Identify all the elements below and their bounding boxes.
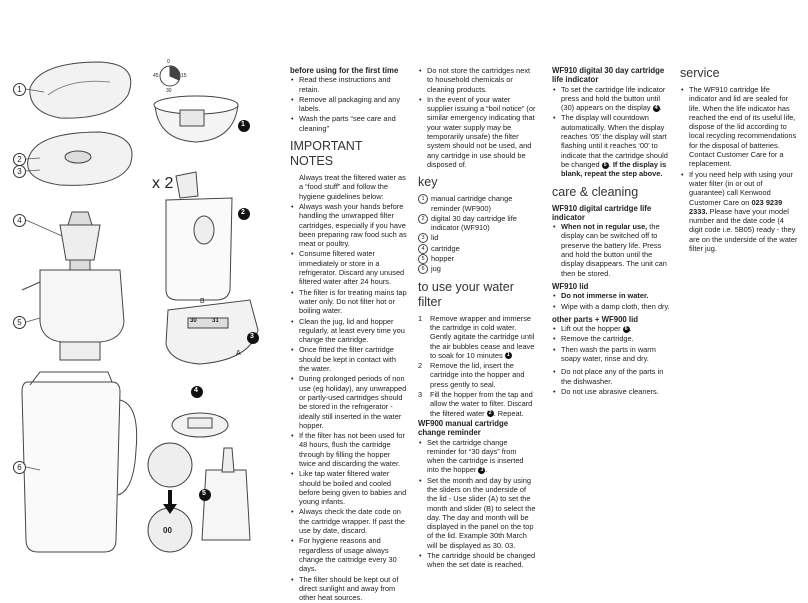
step-item [418, 390, 536, 418]
item-text-bold: Do not immerse in water. [561, 291, 649, 301]
callout-3: 3 [13, 165, 26, 178]
care-title: care & cleaning [552, 184, 639, 199]
wf910-list [552, 85, 670, 179]
list-item: • For hygiene reasons and regardless of usage always change the cartridge every 30 days. [299, 536, 408, 573]
callout-4: 4 [13, 214, 26, 227]
column-3 [552, 66, 670, 397]
item-text: Set the cartridge change reminder for “30 days” from when the cartridge is inserted into the hopper [427, 437, 524, 475]
list-item: • Wipe with a damp cloth, then dry. [561, 302, 670, 311]
step-marker-3: 3 [250, 333, 254, 340]
dial-display: 00 [163, 526, 172, 535]
list-item [427, 438, 536, 475]
timer-label-15: 15 [181, 73, 187, 79]
figure-ref-icon: 1 [506, 352, 510, 359]
service-list [680, 85, 798, 253]
key-item [421, 264, 536, 274]
key-label: jug [431, 264, 441, 274]
list-item: • The WF910 cartridge life indicator and lid are sealed for life. When the life indicator has reached the end of its useful life, dispose of the lid according to local recycling recommendations for the disposal of batteries. Contact Customer Care for a replacement. [689, 85, 798, 169]
list-item [561, 85, 670, 113]
item-text: the display can be switched off to preserve the battery life. Press and hold the button until the display disappears. The unit can then be stored. [561, 222, 667, 278]
key-title: key [418, 175, 438, 190]
use-steps [418, 314, 536, 418]
list-item [561, 222, 670, 278]
key-label: manual cartridge change reminder (WF900) [431, 194, 513, 213]
other-list [552, 324, 670, 363]
figure-ref-icon: 3 [480, 466, 484, 473]
item-text-after: . [485, 465, 488, 475]
step-number: 2 [418, 361, 423, 371]
list-item: • Clean the jug, lid and hopper regularly, at least every time you change the cartridge. [299, 317, 408, 345]
step-text: Fill the hopper from the tap and allow the water to filter. Discard the filtered water [430, 390, 533, 418]
key-label: hopper [431, 254, 455, 264]
key-number: 4 [418, 244, 428, 254]
product-illustration [0, 0, 280, 571]
step-marker-2: 2 [241, 209, 245, 216]
step-text: Remove the lid, insert the cartridge into the hopper and press gently to seal. [430, 361, 525, 389]
list-item [561, 291, 670, 300]
list-item: • Remove all packaging and any labels. [299, 95, 408, 114]
key-list [418, 194, 536, 273]
illustration-panel [0, 0, 280, 571]
list-item: • Always check the date code on the cartridge wrapper. If past the use by date, discard. [299, 507, 408, 535]
key-number: 6 [418, 264, 428, 274]
key-label: cartridge [431, 243, 460, 253]
list-item: • Do not use abrasive cleaners. [561, 387, 670, 396]
step-text-after: . Repeat. [493, 408, 524, 418]
lid-display-day: 30 [190, 318, 197, 324]
column-2 [418, 66, 536, 571]
callout-5: 5 [13, 316, 26, 329]
key-number: 2 [418, 214, 428, 224]
figure-ref-icon: 5 [603, 161, 607, 168]
step-text: Remove wrapper and immerse the cartridge in cold water. Gently agitate the cartridge until the air bubbles cease and leave to soak for 10 minutes [430, 313, 535, 360]
lid-display-month: 31 [212, 318, 219, 324]
list-item: • Once fitted the filter cartridge should be kept in contact with the water. [299, 345, 408, 373]
column-1 [290, 66, 408, 603]
key-label: lid [431, 233, 439, 243]
key-item [421, 254, 536, 264]
wf900-heading: WF900 manual cartridge change reminder [418, 418, 509, 438]
list-item: • Wash the parts “see care and cleaning” [299, 114, 408, 133]
key-item [421, 213, 536, 233]
key-item [421, 233, 536, 243]
before-heading: before using for the first time [290, 66, 399, 75]
callout-6: 6 [13, 461, 26, 474]
item-text: If you need help with using your water filter (in or out of guarantee) call Kenwood Customer Care on [689, 169, 793, 207]
slider-label-a: A [236, 350, 241, 357]
step-marker-1: 1 [241, 121, 245, 128]
item-text-bold: When not in regular use, [561, 222, 648, 232]
list-item: • Always wash your hands before handling the unwrapped filter cartridges, especially if you have been preparing raw food such as meat or poultry. [299, 202, 408, 248]
slider-label-b: B [200, 298, 205, 305]
list-item: • Read these instructions and retain. [299, 75, 408, 94]
list-item: • Like tap water filtered water should be boiled and cooled before being given to babies and young infants. [299, 469, 408, 506]
use-title: to use your water filter [418, 279, 514, 309]
list-item [689, 170, 798, 254]
list-item: • Then wash the parts in warm soapy water, rinse and dry. [561, 345, 670, 364]
timer-label-45: 45 [153, 73, 159, 79]
lid-list [552, 291, 670, 311]
figure-ref-icon: 4 [654, 104, 658, 111]
timer-label-30: 30 [166, 88, 172, 94]
key-label: digital 30 day cartridge life indicator (WF910) [431, 213, 517, 233]
key-number: 5 [418, 254, 428, 264]
other-list-2 [552, 367, 670, 396]
wf900-list [418, 438, 536, 570]
list-item: • In the event of your water supplier issuing a “boil notice” (or similar emergency indicating that your water supply may be temporarily unsafe) the filter system should not be used, and any cartridge in use should be disposed of. [427, 95, 536, 169]
phone-number: 023 9239 2333. [689, 197, 783, 216]
callout-1: 1 [13, 83, 26, 96]
step-number: 1 [418, 313, 423, 323]
step-marker-5: 5 [202, 490, 206, 497]
other-heading: other parts + WF900 lid [552, 314, 639, 324]
item-text: To set the cartridge life indicator press and hold the button until (30) appears on the display [561, 84, 666, 113]
list-item: • The cartridge should be changed when the set date is reached. [427, 551, 536, 570]
list-item: • During prolonged periods of non use (eg holiday), any unwrapped or partly-used cartridges should be stored in the refrigerator - ideally still inserted in the water hopper. [299, 374, 408, 430]
callout-2: 2 [13, 153, 26, 166]
wf910-heading: WF910 digital 30 day cartridge life indicator [552, 66, 665, 85]
list-item: • If the filter has not been used for 48 hours, flush the cartridge through by filling the hopper twice and discarding the water. [299, 431, 408, 468]
item-text: The display will countdown automatically. When the display reaches ‘05’ the display will start flashing until it reaches ‘00’ to indicate that the cartridge should be changed [561, 113, 668, 169]
list-item: • Set the month and day by using the sliders on the underside of the lid - Use slider (A) to set the month and slider (B) to select the day. The day and month will be displayed in the panel on the top of the lid. Example 30th March will be displayed as 30. 03. [427, 476, 536, 550]
step-item [418, 313, 536, 360]
service-title: service [680, 66, 720, 80]
multiplier-label: x 2 [152, 175, 174, 192]
item-text-after: . [629, 324, 632, 334]
list-item: • Do not store the cartridges next to household chemicals or cleaning products. [427, 66, 536, 94]
list-item: • Remove the cartridge. [561, 334, 670, 343]
step-number: 3 [418, 390, 423, 400]
list-item: • Do not place any of the parts in the dishwasher. [561, 367, 670, 386]
item-text-bold: If the display is blank, repeat the step above. [561, 159, 667, 179]
key-number: 1 [418, 194, 428, 204]
item-text: Lift out the hopper [561, 324, 621, 334]
key-item [421, 194, 536, 213]
item-text-after: . [659, 103, 662, 113]
item-text-after: Please have your model number and the date code (4 digit code i.e. 5B05) ready - they are on the underside of the water filter jug. [689, 206, 798, 254]
important-intro: Always treat the filtered water as a “food stuff” and follow the hygiene guidelines below: [299, 173, 406, 201]
step-marker-4: 4 [194, 387, 198, 394]
list-item: • The filter is for treating mains tap water only. Do not filter hot or boiling water. [299, 288, 408, 316]
item-text-after: . [608, 159, 613, 169]
list-item: • The filter should be kept out of direct sunlight and away from other heat sources. [299, 575, 408, 603]
care-910-heading: WF910 digital cartridge life indicator [552, 203, 652, 222]
top-list [418, 66, 536, 169]
before-list [290, 75, 408, 133]
key-number: 3 [418, 233, 428, 243]
key-item [421, 243, 536, 253]
important-list [290, 202, 408, 602]
important-title: IMPORTANT NOTES [290, 139, 363, 169]
care-910-list [552, 222, 670, 278]
step-item [418, 361, 536, 389]
timer-label-0: 0 [167, 59, 170, 65]
list-item [561, 324, 670, 333]
figure-ref-icon: 2 [488, 410, 492, 417]
list-item [561, 113, 670, 178]
list-item: • Consume filtered water immediately or store in a refrigerator. Discard any unused filtered water after 24 hours. [299, 249, 408, 286]
column-4 [680, 66, 798, 254]
figure-ref-icon: 6 [624, 325, 628, 332]
lid-heading: WF910 lid [552, 281, 589, 291]
